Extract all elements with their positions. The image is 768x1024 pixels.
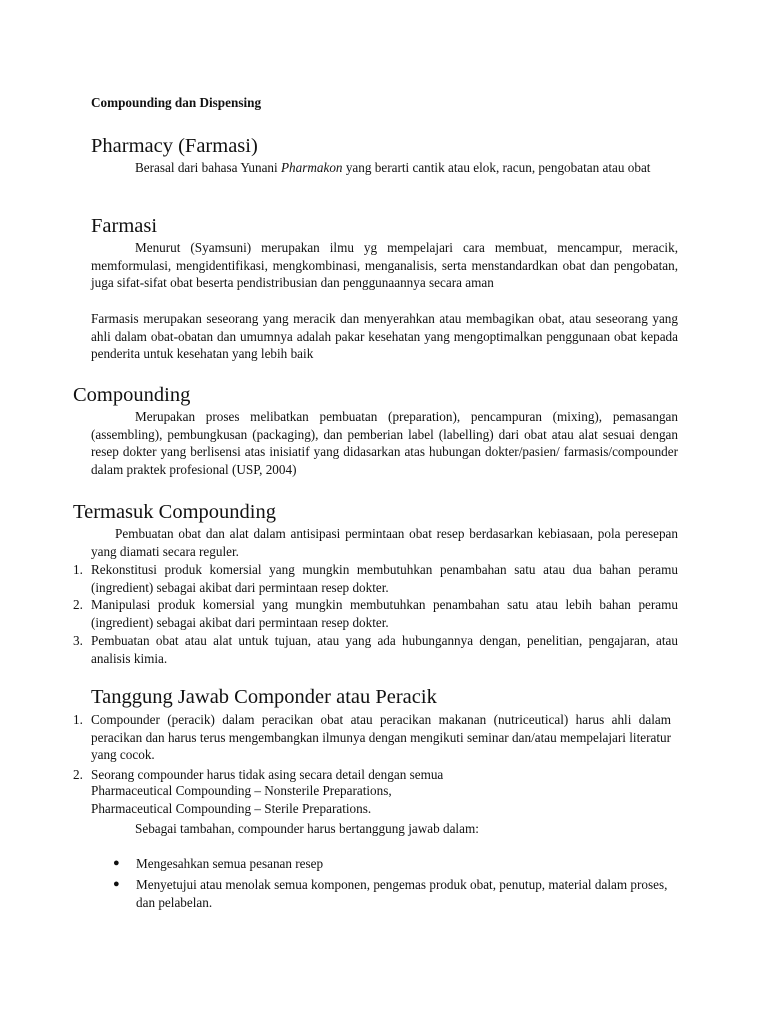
bullet-text: Mengesahkan semua pesanan resep	[136, 856, 324, 871]
list-text: Compounder (peracik) dalam peracikan obat atau peracikan makanan (nutriceutical) harus ahli dalam peracikan dan harus terus mengembangkan ilmunya dengan mengikuti seminar dan/atau mempelajari literatur yang cocok.	[91, 712, 671, 763]
tambahan-text: Sebagai tambahan, compounder harus bertanggung jawab dalam:	[135, 821, 479, 836]
list-text: Manipulasi produk komersial yang mungkin membutuhkan penambahan satu atau lebih bahan peramu (ingredient) sebagai akibat dari permintaan resep dokter.	[91, 597, 678, 630]
farmasi-paragraph-2: Farmasis merupakan seseorang yang meracik dan menyerahkan atau membagikan obat, atau seseorang yang ahli dalam obat-obatan dan umumnya adalah pakar kesehatan yang mengoptimalkan penggunaan obat kepada penderita untuk kesehatan yang lebih baik	[91, 311, 678, 362]
heading-pharmacy: Pharmacy (Farmasi)	[91, 135, 258, 157]
termasuk-intro: Pembuatan obat dan alat dalam antisipasi permintaan obat resep berdasarkan kebiasaan, pola peresepan yang diamati secara reguler.	[91, 526, 678, 559]
heading-termasuk-compounding: Termasuk Compounding	[73, 501, 276, 523]
list-text: Pembuatan obat atau alat untuk tujuan, atau yang ada hubungannya dengan, penelitian, pengajaran, atau analisis kimia.	[91, 633, 678, 666]
document-title: Compounding dan Dispensing	[91, 95, 262, 110]
heading-farmasi: Farmasi	[91, 215, 158, 237]
list-text: Seorang compounder harus tidak asing secara detail dengan semua	[91, 767, 444, 782]
list-number: 3.	[73, 633, 83, 648]
heading-tanggung-jawab: Tanggung Jawab Componder atau Peracik	[91, 686, 437, 708]
list-text: Rekonstitusi produk komersial yang mungkin membutuhkan penambahan satu atau dua bahan peramu (ingredient) sebagai akibat dari permintaan resep dokter.	[91, 562, 678, 595]
list-number: 1.	[73, 712, 83, 727]
heading-compounding: Compounding	[73, 384, 191, 406]
bullet-text: Menyetujui atau menolak semua komponen, pengemas produk obat, penutup, material dalam proses, dan pelabelan.	[136, 877, 668, 910]
pharmacy-text-before: Berasal dari bahasa Yunani	[135, 160, 281, 175]
farmasi-paragraph-1: Menurut (Syamsuni) merupakan ilmu yg mempelajari cara membuat, mencampur, meracik, memformulasi, mengidentifikasi, mengkombinasi, menganalisis, serta menstandardkan obat dan pengobatan, juga sifat-sifat obat beserta pendistribusian dan penggunaannya secara aman	[91, 240, 678, 291]
list-number: 2.	[73, 597, 83, 612]
line-sterile: Pharmaceutical Compounding – Sterile Preparations.	[91, 801, 372, 816]
list-number: 2.	[73, 767, 83, 782]
bullet-icon: ●	[113, 857, 120, 869]
pharmacy-text-italic: Pharmakon	[280, 160, 343, 175]
compounding-paragraph: Merupakan proses melibatkan pembuatan (preparation), pencampuran (mixing), pemasangan (assembling), pembungkusan (packaging), dan pemberian label (labelling) dari obat atau alat sesuai dengan resep dokter yang berlisensi atas inisiatif yang didasarkan atas hubungan dokter/pasien/ farmasis/compounder dalam praktek profesional (USP, 2004)	[91, 409, 678, 478]
line-nonsterile: Pharmaceutical Compounding – Nonsterile Preparations,	[91, 783, 392, 798]
bullet-icon: ●	[113, 878, 120, 890]
list-number: 1.	[73, 562, 83, 577]
pharmacy-text-after: yang berarti cantik atau elok, racun, pengobatan atau obat	[342, 160, 651, 175]
pharmacy-paragraph	[91, 159, 678, 177]
